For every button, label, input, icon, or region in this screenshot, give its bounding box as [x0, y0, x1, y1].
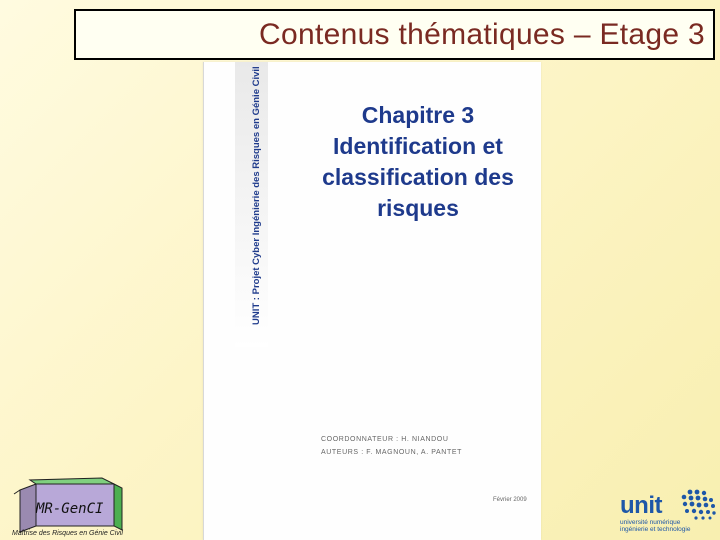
mr-gencI-text: MR-GenCI	[36, 501, 104, 517]
unit-subtitle-line-1: université numérique	[620, 519, 681, 526]
unit-wordmark: unit	[620, 492, 662, 519]
slide-title-box	[74, 9, 715, 60]
chapter-line: Chapitre 3	[361, 102, 475, 128]
chapter-line: classification des	[322, 164, 514, 190]
unit-subtitle-line-2: ingénierie et technologie	[620, 526, 691, 533]
unit-subtitle	[620, 519, 690, 533]
authors-line: AUTEURS : F. MAGNOUN, A. PANTET	[321, 449, 462, 456]
mr-gencI-logo	[10, 474, 140, 540]
coordinator-line: COORDONNATEUR : H. NIANDOU	[321, 436, 449, 443]
document-edge	[203, 62, 204, 540]
chapter-heading	[313, 100, 523, 224]
document-credits	[321, 433, 462, 459]
document-date: Février 2009	[493, 497, 527, 503]
slide-title: Contenus thématiques – Etage 3	[259, 17, 705, 51]
chapter-line: risques	[377, 195, 459, 221]
chapter-line: Identification et	[333, 133, 503, 159]
unit-logo	[618, 486, 718, 540]
document-band-text: UNIT : Projet Cyber Ingénierie des Risques en Génie Civil	[251, 66, 262, 325]
document-thumbnail	[203, 62, 541, 540]
unit-dots-icon	[670, 488, 718, 522]
mr-gencI-subtitle: Maîtrise des Risques en Génie Civil	[12, 530, 123, 537]
